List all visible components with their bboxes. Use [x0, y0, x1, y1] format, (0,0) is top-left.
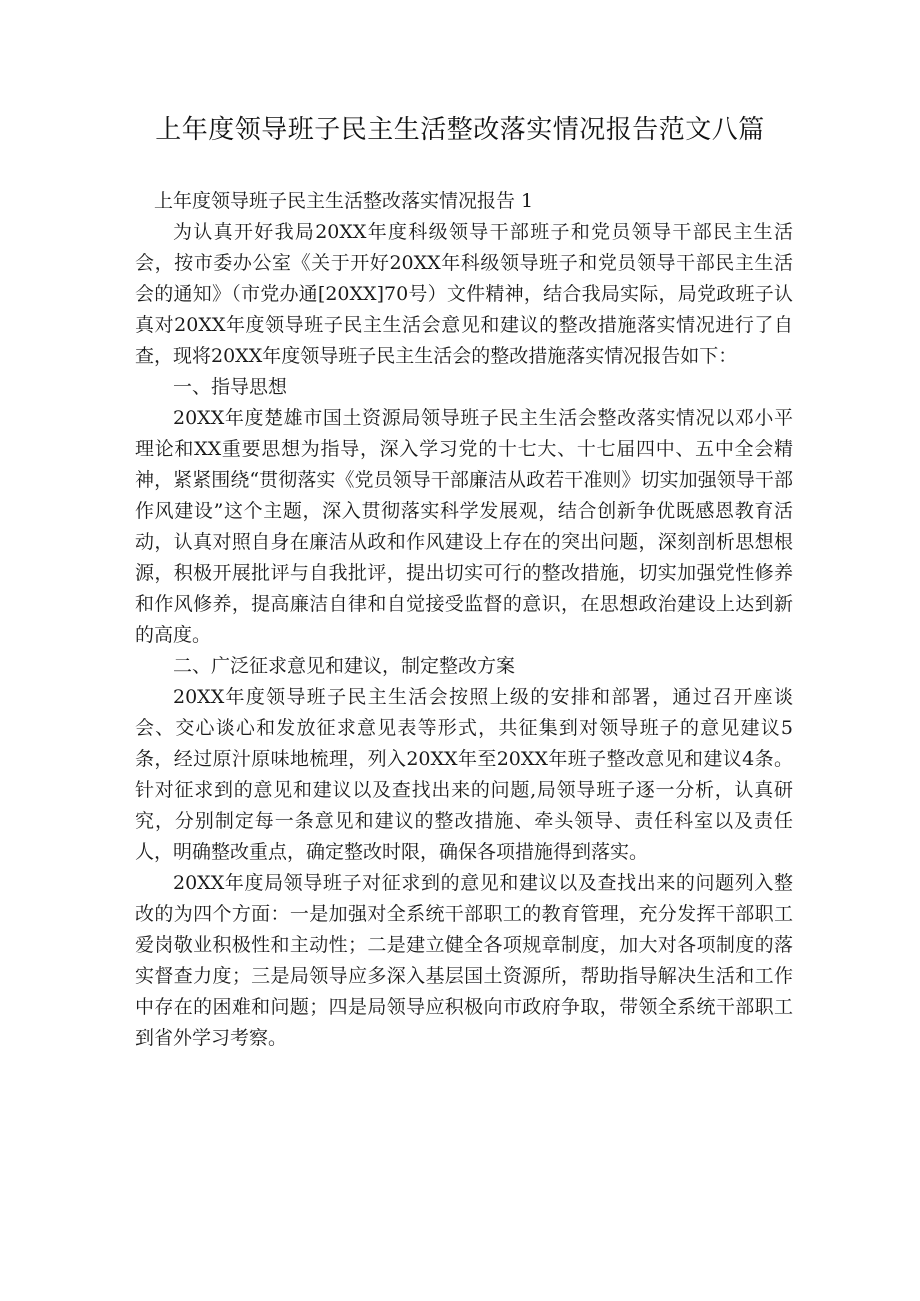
document-body	[135, 186, 793, 1054]
section-paragraph-2a: 20XX年度领导班子民主生活会按照上级的安排和部署，通过召开座谈会、交心谈心和发放征求意见表等形式，共征集到对领导班子的意见建议5条，经过原汁原味地梳理，列入20XX年至20XX年班子整改意见和建议4条。针对征求到的意见和建议以及查找出来的问题,局领导班子逐一分析，认真研究，分别制定每一条意见和建议的整改措施、牵头领导、责任科室以及责任人，明确整改重点，确定整改时限，确保各项措施得到落实。	[135, 686, 793, 863]
intro-paragraph: 为认真开好我局20XX年度科级领导干部班子和党员领导干部民主生活会，按市委办公室《关于开好20XX年科级领导班子和党员领导干部民主生活会的通知》（市党办通[20XX]70号）文件精神，结合我局实际，局党政班子认真对20XX年度领导班子民主生活会意见和建议的整改措施落实情况进行了自查，现将20XX年度领导班子民主生活会的整改措施落实情况报告如下：	[135, 221, 793, 367]
section-paragraph-1: 20XX年度楚雄市国土资源局领导班子民主生活会整改落实情况以邓小平理论和XX重要思想为指导，深入学习党的十七大、十七届四中、五中全会精神，紧紧围绕“贯彻落实《党员领导干部廉洁从政若干准则》切实加强领导干部作风建设”这个主题，深入贯彻落实科学发展观，结合创新争优既感恩教育活动，认真对照自身在廉洁从政和作风建设上存在的突出问题，深刻剖析思想根源，积极开展批评与自我批评，提出切实可行的整改措施，切实加强党性修养和作风修养，提高廉洁自律和自觉接受监督的意识，在思想政治建设上达到新的高度。	[135, 407, 793, 646]
report-subtitle: 上年度领导班子民主生活整改落实情况报告 1	[154, 190, 534, 212]
section-heading-2: 二、广泛征求意见和建议，制定整改方案	[173, 655, 516, 677]
document-title: 上年度领导班子民主生活整改落实情况报告范文八篇	[155, 115, 765, 145]
section-heading-1: 一、指导思想	[173, 376, 288, 398]
section-paragraph-2b: 20XX年度局领导班子对征求到的意见和建议以及查找出来的问题列入整改的为四个方面：一是加强对全系统干部职工的教育管理，充分发挥干部职工爱岗敬业积极性和主动性；二是建立健全各项规章制度，加大对各项制度的落实督查力度；三是局领导应多深入基层国土资源所，帮助指导解决生活和工作中存在的困难和问题；四是局领导应积极向市政府争取，带领全系统干部职工到省外学习考察。	[135, 872, 793, 1049]
